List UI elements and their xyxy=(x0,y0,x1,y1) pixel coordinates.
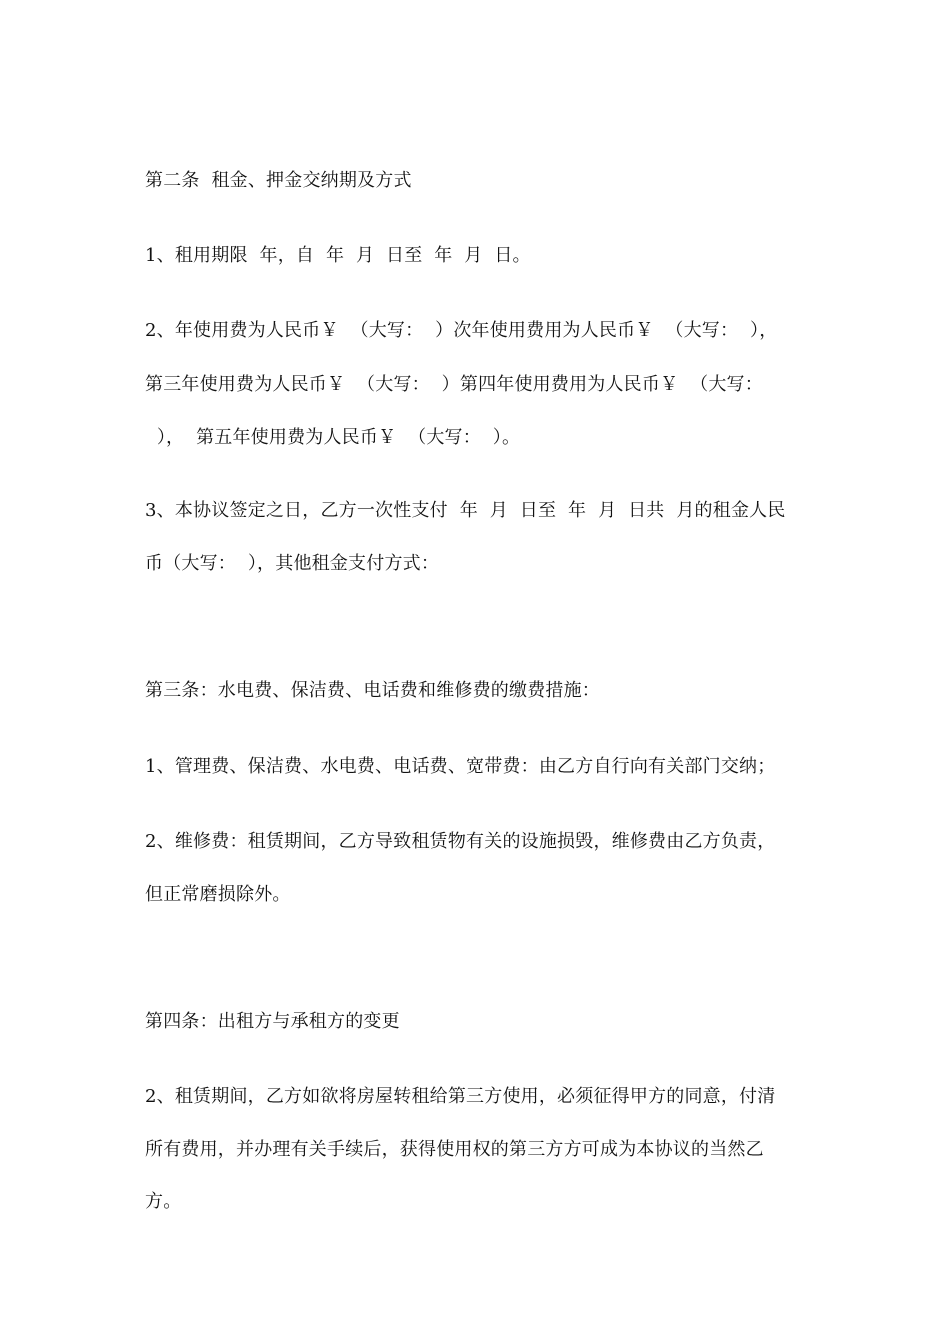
article-2-item-2-line-1: 2、年使用费为人民币￥ （大写： ）次年使用费用为人民币￥ （大写： ）， xyxy=(145,320,778,341)
article-2-heading: 第二条 租金、押金交纳期及方式 xyxy=(145,170,412,191)
article-4-item-2-line-2: 所有费用，并办理有关手续后，获得使用权的第三方方可成为本协议的当然乙 xyxy=(145,1139,764,1160)
article-3-item-2-line-1: 2、维修费：租赁期间，乙方导致租赁物有关的设施损毁，维修费由乙方负责， xyxy=(145,831,776,852)
article-3-heading: 第三条：水电费、保洁费、电话费和维修费的缴费措施： xyxy=(145,680,600,701)
article-3-item-2-line-2: 但正常磨损除外。 xyxy=(145,884,291,905)
article-2-item-3-line-1: 3、本协议签定之日，乙方一次性支付 年 月 日至 年 月 日共 月的租金人民 xyxy=(145,500,786,521)
article-4-item-2-line-1: 2、租赁期间，乙方如欲将房屋转租给第三方使用，必须征得甲方的同意，付清 xyxy=(145,1086,776,1107)
article-2-item-2-line-3: ）， 第五年使用费为人民币￥ （大写： ）。 xyxy=(145,427,521,448)
article-3-item-1: 1、管理费、保洁费、水电费、电话费、宽带费：由乙方自行向有关部门交纳； xyxy=(145,756,776,777)
article-4-heading: 第四条：出租方与承租方的变更 xyxy=(145,1011,400,1032)
article-2-item-3-line-2: 币（大写： ），其他租金支付方式： xyxy=(145,553,440,574)
article-2-item-2-line-2: 第三年使用费为人民币￥ （大写： ）第四年使用费用为人民币￥ （大写： xyxy=(145,374,763,395)
article-4-item-2-line-3: 方。 xyxy=(145,1191,182,1212)
article-2-item-1: 1、租用期限 年，自 年 月 日至 年 月 日。 xyxy=(145,245,531,266)
